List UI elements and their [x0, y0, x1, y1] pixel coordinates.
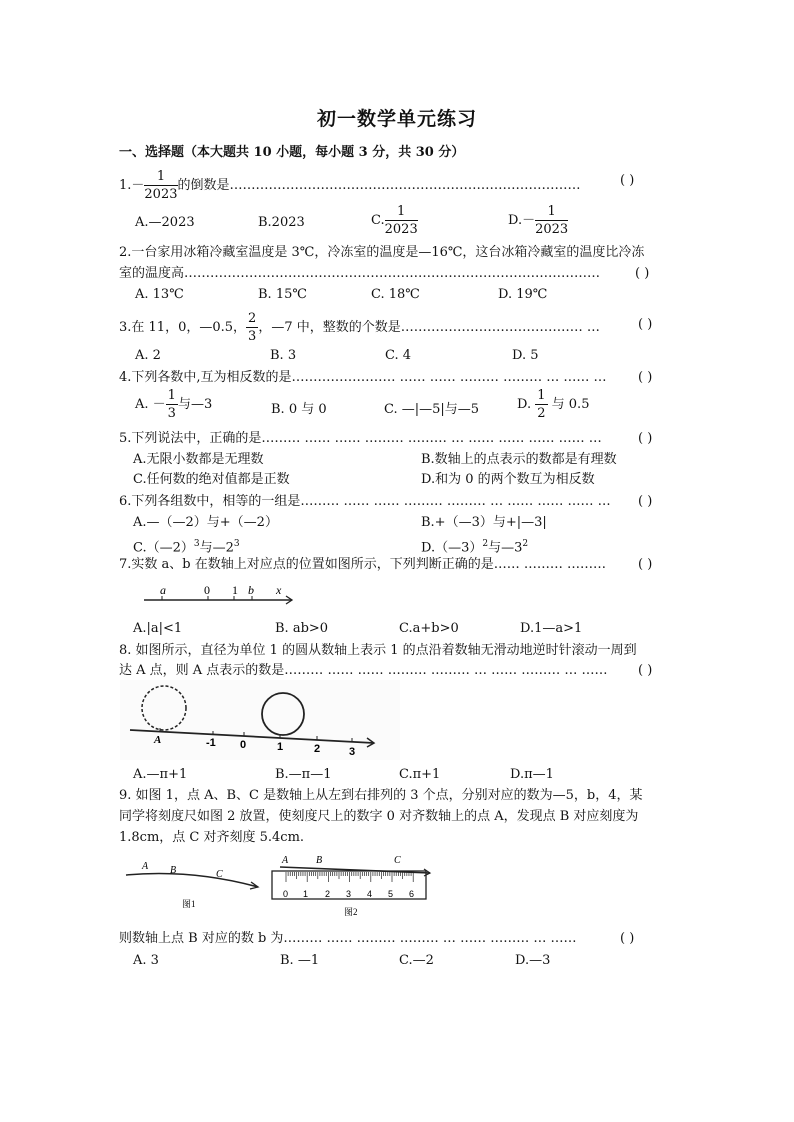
answer-bracket: ( )	[638, 557, 653, 572]
question-9-line-1: 9. 如图 1，点 A、B、C 是数轴上从左到右排列的 3 个点，分别对应的数为—5，b，4，某	[119, 788, 643, 803]
question-4: 4.下列各数中,互为相反数的是…………………… …… …… ……… ……… … …… …	[119, 370, 607, 385]
q5-option-c: C.任何数的绝对值都是正数	[133, 472, 290, 487]
q4-option-d: D. $\frac{1}{2}$ 与 0.5	[517, 388, 590, 421]
fig-label-0: 0	[204, 583, 210, 597]
ruler-num-6: 6	[409, 889, 415, 899]
q8-option-a: A.—π+1	[133, 767, 188, 782]
q5-option-b: B.数轴上的点表示的数都是有理数	[421, 452, 617, 467]
fig2-label-B: B	[316, 855, 323, 866]
q1-option-b: B.2023	[258, 215, 305, 230]
question-9-line-3: 1.8cm，点 C 对齐刻度 5.4cm.	[119, 830, 305, 845]
q5-option-d: D.和为 0 的两个数互为相反数	[421, 472, 595, 487]
q1-option-d: D.－ $\frac{1}{2023}$	[508, 204, 569, 237]
question-9-line-2: 同学将刻度尺如图 2 放置，使刻度尺上的数字 0 对齐数轴上的点 A，发现点 B 对应刻度为	[119, 809, 639, 824]
page-title: 初一数学单元练习	[316, 108, 477, 130]
answer-bracket: ( )	[620, 173, 635, 188]
answer-bracket: ( )	[638, 431, 653, 446]
fig1-label-A: A	[142, 861, 149, 872]
fig1-label-C: C	[216, 869, 223, 880]
q6-option-b: B.+（—3）与+|—3|	[421, 515, 547, 530]
q4-option-b: B. 0 与 0	[271, 402, 327, 417]
ruler-num-2: 2	[325, 889, 331, 899]
ruler-num-1: 1	[303, 889, 309, 899]
question-1: 1.－ $\frac{1}{2023}$ 的倒数是………………………………………………………………………	[119, 169, 581, 202]
q7-option-b: B. ab>0	[275, 621, 329, 636]
q9-option-d: D.—3	[515, 953, 551, 968]
q7-option-a: A.|a|<1	[133, 621, 183, 636]
q5-option-a: A.无限小数都是无理数	[133, 452, 264, 467]
q3-option-c: C. 4	[385, 348, 412, 363]
question-8-line-1: 8. 如图所示，直径为单位 1 的圆从数轴上表示 1 的点沿着数轴无滑动地逆时针滚动一周到	[119, 643, 637, 658]
q8-option-b: B.—π—1	[275, 767, 332, 782]
question-9-line-4: 则数轴上点 B 对应的数 b 为……… …… ……… ……… … …… ……… … ……	[119, 931, 577, 946]
question-7: 7.实数 a、b 在数轴上对应点的位置如图所示，下列判断正确的是…… ……… ………	[119, 557, 607, 572]
q7-number-line-figure	[140, 580, 300, 612]
fig2-label-C: C	[394, 855, 401, 866]
q4-option-c: C. —|—5|与—5	[384, 402, 480, 417]
q9-option-c: C.—2	[399, 953, 434, 968]
answer-bracket: ( )	[638, 663, 653, 678]
question-8-line-2: 达 A 点，则 A 点表示的数是……… …… …… ……… ……… … …… ……… … ……	[119, 663, 608, 678]
q8-rolling-circle-figure	[120, 680, 400, 760]
answer-bracket: ( )	[635, 266, 650, 281]
fig-label-b: b	[248, 583, 254, 597]
q2-option-c: C. 18℃	[371, 287, 420, 302]
question-6: 6.下列各组数中，相等的一组是……… …… …… ……… ……… … …… …… …… …	[119, 494, 611, 509]
fig-label-neg1: -1	[206, 737, 216, 749]
q8-option-d: D.π—1	[510, 767, 554, 782]
q3-option-a: A. 2	[135, 348, 161, 363]
q9-option-b: B. —1	[280, 953, 320, 968]
q8-option-c: C.π+1	[399, 767, 441, 782]
question-2-line-1: 2.一台家用冰箱冷藏室温度是 3℃，冷冻室的温度是—16℃，这台冰箱冷藏室的温度比冷冻	[119, 245, 645, 260]
ruler-ticks	[286, 872, 413, 882]
q3-option-b: B. 3	[270, 348, 297, 363]
q1-option-a: A.—2023	[135, 215, 195, 230]
q7-option-d: D.1—a>1	[520, 621, 583, 636]
answer-bracket: ( )	[638, 317, 653, 332]
q9-figure-1	[122, 855, 267, 915]
q2-option-b: B. 15℃	[258, 287, 307, 302]
fig-label-1: 1	[232, 583, 238, 597]
answer-bracket: ( )	[638, 370, 653, 385]
fig-label-A: A	[154, 734, 162, 746]
fraction: $\frac{1}{2023}$	[144, 169, 178, 202]
answer-bracket: ( )	[620, 931, 635, 946]
section-heading: 一、选择题（本大题共 10 小题，每小题 3 分，共 30 分）	[119, 145, 465, 160]
ruler-num-5: 5	[388, 889, 394, 899]
fig-label-a: a	[160, 583, 166, 597]
q4-option-a: A. － $\frac{1}{3}$ 与—3	[135, 388, 213, 421]
q3-option-d: D. 5	[512, 348, 539, 363]
q6-option-a: A.—（—2）与+（—2）	[133, 515, 278, 530]
q7-option-c: C.a+b>0	[399, 621, 459, 636]
fig2-caption: 图2	[344, 907, 358, 917]
fig1-caption: 图1	[182, 899, 196, 909]
ruler-num-0: 0	[283, 889, 289, 899]
q9-option-a: A. 3	[133, 953, 159, 968]
q2-option-d: D. 19℃	[498, 287, 548, 302]
ruler-num-4: 4	[367, 889, 373, 899]
question-3: 3.在 11，0，—0.5， $\frac{2}{3}$ ，—7 中，整数的个数是…………………………………… …	[119, 311, 600, 344]
q6-option-d: D.（—3）$^2$与$—3^2$	[421, 539, 529, 556]
q1-option-c: C. $\frac{1}{2023}$	[371, 204, 418, 237]
fig-label-2: 2	[314, 743, 321, 755]
q2-option-a: A. 13℃	[135, 287, 184, 302]
question-2-line-2: 室的温度高……………………………………………………………………………………	[119, 266, 601, 281]
question-5: 5.下列说法中，正确的是……… …… …… ……… ……… … …… …… …… …… …	[119, 431, 602, 446]
q6-option-c: C.（—2）$^3$与$—2^3$	[133, 539, 240, 556]
fig-label-0: 0	[240, 739, 247, 751]
fig-label-x: x	[276, 583, 282, 597]
answer-bracket: ( )	[638, 494, 653, 509]
fig1-label-B: B	[170, 865, 177, 876]
q9-figure-2-ruler	[268, 853, 438, 923]
ruler-num-3: 3	[346, 889, 352, 899]
fig-label-1: 1	[277, 741, 284, 753]
fig2-label-A: A	[282, 855, 289, 866]
fig-label-3: 3	[349, 746, 356, 758]
